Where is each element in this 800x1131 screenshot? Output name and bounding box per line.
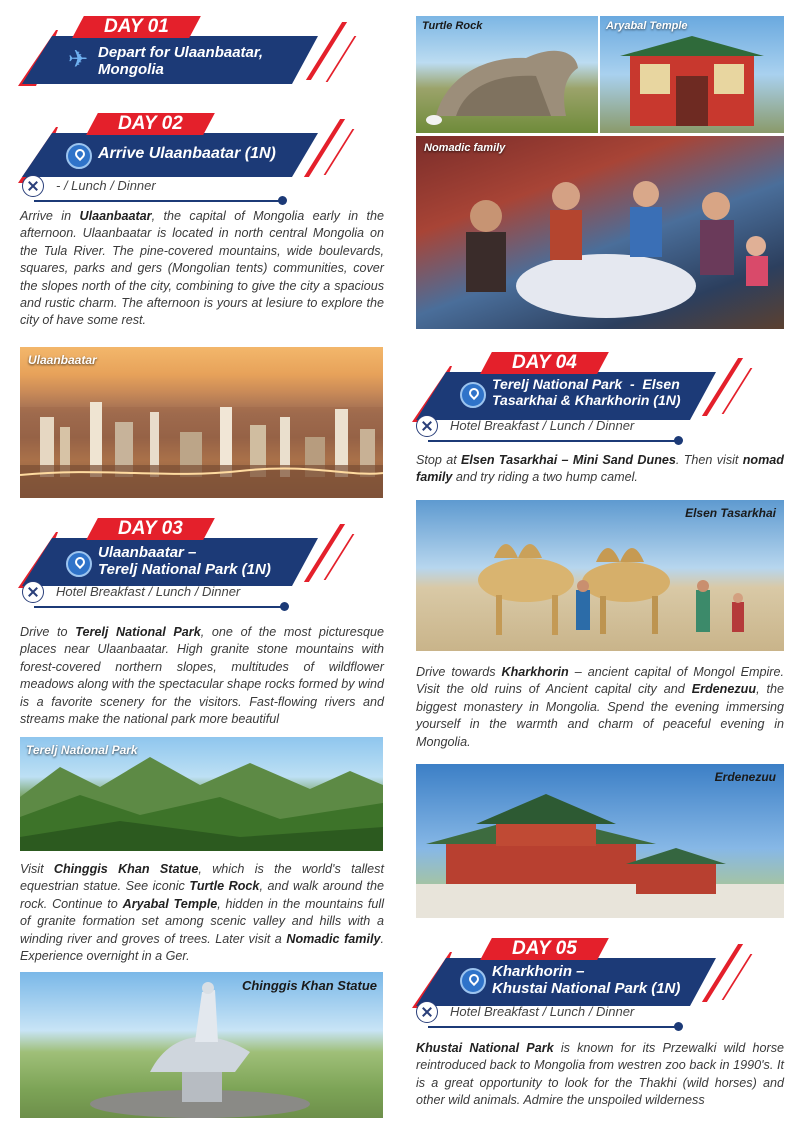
meals-row bbox=[22, 581, 294, 607]
day-title: Terelj National Park - Elsen Tasarkhai & Kharkhorin (1N) bbox=[492, 376, 681, 408]
day05-banner bbox=[416, 938, 746, 1004]
cutlery-icon bbox=[416, 415, 438, 437]
monastery-scene bbox=[416, 764, 784, 918]
location-pin-icon bbox=[66, 551, 92, 577]
day02-description: Arrive in Ulaanbaatar, the capital of Mongolia early in the afternoon. Ulaanbaatar is located in north central Mongolia on the Tula River. The pine-covered mountains, wide boulevards, squares, parks and gers (Mongolian tents) communities, cover the slopes north of the city, combining to give the city a spacious and rustic charm. The afternoon is yours at lesiure to explore the city of have some rest. bbox=[20, 209, 384, 328]
cutlery-icon bbox=[22, 581, 44, 603]
day-title: Arrive Ulaanbaatar (1N) bbox=[98, 145, 276, 162]
photo-caption: Elsen Tasarkhai bbox=[685, 506, 776, 520]
photo-caption: Aryabal Temple bbox=[606, 20, 688, 32]
camel-scene bbox=[416, 500, 784, 651]
day04-description: Stop at Elsen Tasarkhai – Mini Sand Dunes. Then visit nomad family and try riding a two hump camel. bbox=[416, 453, 784, 485]
location-pin-icon bbox=[460, 968, 486, 994]
photo-turtle-rock bbox=[416, 16, 598, 133]
photo-caption: Turtle Rock bbox=[422, 20, 483, 32]
family-scene bbox=[416, 136, 784, 329]
photo-caption: Nomadic family bbox=[424, 142, 506, 154]
day-title: Kharkhorin – Khustai National Park (1N) bbox=[492, 963, 681, 997]
divider bbox=[34, 200, 284, 202]
day-label: DAY 02 bbox=[86, 113, 214, 135]
photo-chinggis-khan-statue bbox=[20, 972, 383, 1118]
meals-row bbox=[22, 175, 292, 201]
day-title: Ulaanbaatar – Terelj National Park (1N) bbox=[98, 544, 271, 578]
decor-slash bbox=[306, 22, 347, 80]
photo-caption: Ulaanbaatar bbox=[28, 353, 97, 367]
meals-text: Hotel Breakfast / Lunch / Dinner bbox=[450, 418, 635, 433]
divider-dot bbox=[280, 602, 289, 611]
temple-scene bbox=[600, 16, 784, 133]
cutlery-icon bbox=[22, 175, 44, 197]
divider bbox=[428, 1026, 680, 1028]
day-label: DAY 01 bbox=[72, 16, 200, 38]
day-title: Depart for Ulaanbaatar, Mongolia bbox=[98, 44, 264, 78]
photo-caption: Erdenezuu bbox=[714, 770, 776, 784]
photo-nomadic-family bbox=[416, 136, 784, 329]
day02-banner bbox=[22, 113, 342, 177]
day-label: DAY 05 bbox=[480, 938, 608, 960]
day05-description: Khustai National Park is known for its Przewalki wild horse reintroduced back to Mongolia from westren zoo back in 1990's. It is a great opportunity to look for the Thakhi (wild horses) and other wild animals. Admire the unspoiled wilderness bbox=[416, 1041, 784, 1108]
day03-banner bbox=[22, 518, 342, 584]
day04-banner bbox=[416, 352, 746, 420]
photo-ulaanbaatar bbox=[20, 347, 383, 498]
day03-description: Drive to Terelj National Park, one of the most picturesque places near Ulaanbaatar. High granite stone mountains with forest-covered northern slopes, multitudes of wildflower meadows along with the spectacular shape rocks formed by wind is a favorite scenery for the visitors. Fast-flowing rivers and streams make the national park more beautiful bbox=[20, 625, 385, 727]
meals-row bbox=[416, 415, 688, 441]
airplane-icon: ✈ bbox=[68, 46, 89, 73]
city-skyline bbox=[20, 347, 383, 498]
photo-aryabal-temple bbox=[600, 16, 784, 133]
photo-elsen-tasarkhai bbox=[416, 500, 784, 651]
rock-scene bbox=[416, 16, 598, 133]
day04-description-2: Drive towards Kharkhorin – ancient capital of Mongol Empire. Visit the old ruins of Ancient capital city and Erdenezuu, the biggest monastery in Mongolia. Spend the evening immersing yourself in the warmth and charm of peaceful evening in Mongolia. bbox=[416, 665, 784, 749]
meals-text: Hotel Breakfast / Lunch / Dinner bbox=[450, 1004, 635, 1019]
photo-caption: Terelj National Park bbox=[26, 743, 138, 757]
day-label: DAY 03 bbox=[86, 518, 214, 540]
divider bbox=[428, 440, 680, 442]
divider-dot bbox=[674, 436, 683, 445]
photo-terelj bbox=[20, 737, 383, 851]
location-pin-icon bbox=[66, 143, 92, 169]
day03-description-2: Visit Chinggis Khan Statue, which is the world's tallest equestrian statue. See iconic Turtle Rock, and walk around the rock. Continue to Aryabal Temple, hidden in the mountains full of granite formation set among scenic valley and hills with a winding river and groves of trees. Later visit a Nomadic family. Experience overnight in a Ger. bbox=[20, 862, 385, 964]
day-label: DAY 04 bbox=[480, 352, 608, 374]
location-pin-icon bbox=[460, 382, 486, 408]
day01-banner bbox=[22, 16, 342, 86]
statue-scene bbox=[20, 972, 383, 1118]
meals-text: - / Lunch / Dinner bbox=[56, 178, 156, 193]
photo-erdenezuu bbox=[416, 764, 784, 918]
divider-dot bbox=[674, 1022, 683, 1031]
cutlery-icon bbox=[416, 1001, 438, 1023]
divider-dot bbox=[278, 196, 287, 205]
meals-row bbox=[416, 1001, 688, 1027]
divider bbox=[34, 606, 286, 608]
photo-caption: Chinggis Khan Statue bbox=[241, 978, 377, 993]
meals-text: Hotel Breakfast / Lunch / Dinner bbox=[56, 584, 241, 599]
